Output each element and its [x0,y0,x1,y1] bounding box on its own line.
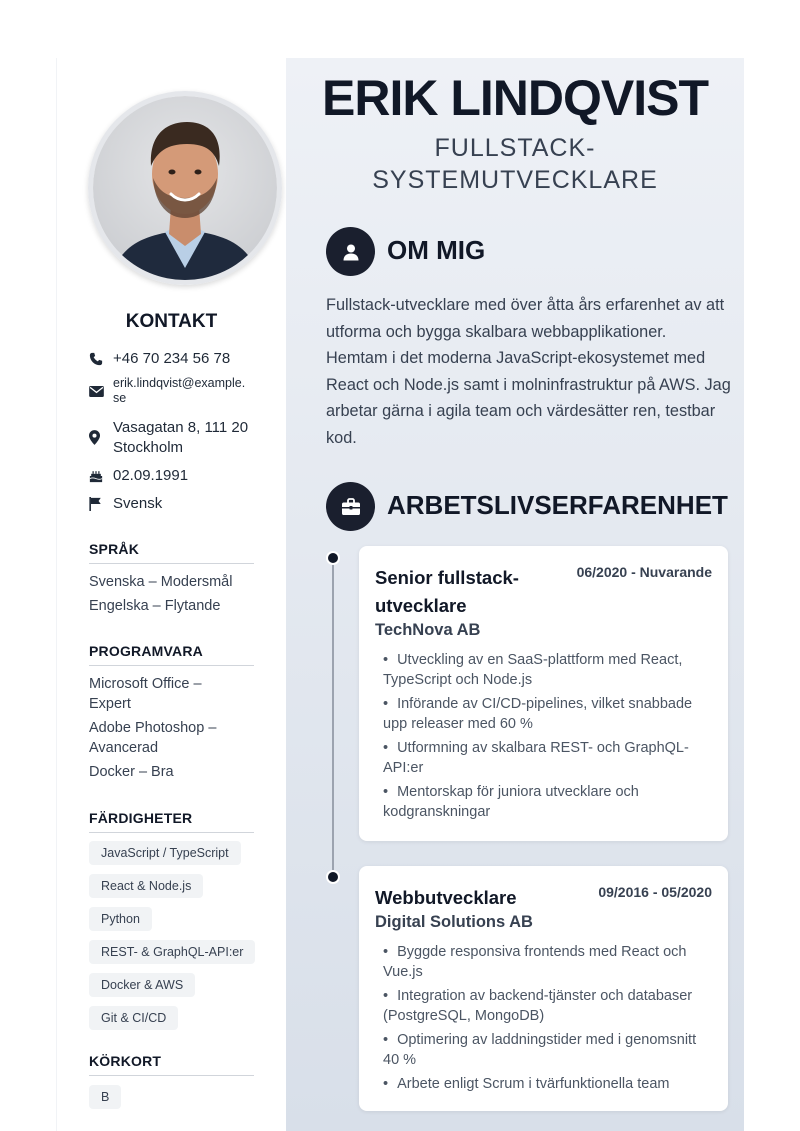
job-bullet: • Optimering av laddningstider med i genomsnitt 40 % [383,1032,697,1068]
job-bullet: • Byggde responsiva frontends med React och Vue.js [383,944,687,980]
job-role-line-2: SYSTEMUTVECKLARE [372,166,658,194]
software-item: Docker – Bra [89,764,174,780]
languages-heading: SPRÅK [89,541,254,564]
job-bullet: • Integration av backend-tjänster och databaser (PostgreSQL, MongoDB) [383,988,693,1024]
timeline-dot [326,551,340,565]
job-company: Digital Solutions AB [375,913,533,931]
birthdate-text: 02.09.1991 [113,467,189,484]
software-item: Expert [89,696,131,712]
contact-phone [89,349,259,371]
contact-birthdate [89,466,259,488]
software-list [89,674,259,786]
job-bullet: • Utformning av skalbara REST- och GraphQL-API:er [383,740,689,776]
job-card [359,546,728,841]
envelope-icon [89,376,113,402]
cake-icon [89,466,113,488]
job-dates: 09/2016 - 05/2020 [598,884,712,900]
license-heading: KÖRKORT [89,1053,254,1076]
software-item: Adobe Photoshop – [89,720,217,736]
language-item: Engelska – Flytande [89,598,221,614]
person-name: ERIK LINDQVIST [321,70,709,126]
email-text [113,376,245,406]
skill-tag: Git & CI/CD [89,1006,178,1030]
job-bullet: • Införande av CI/CD-pipelines, vilket snabbade upp releaser med 60 % [383,696,693,732]
map-pin-icon [89,418,113,450]
main-content [286,58,744,1131]
job-bullet: • Mentorskap för juniora utvecklare och kodgranskningar [383,784,639,820]
skill-tag: REST- & GraphQL-API:er [89,940,255,964]
email-line-2: se [113,391,127,405]
address-line-2: Stockholm [113,439,184,456]
contact-nationality [89,494,259,516]
license-tag: B [89,1085,121,1109]
phone-icon [89,349,113,371]
job-title: Webbutvecklare [375,887,517,908]
skill-tag: Python [89,907,152,931]
job-role [286,132,744,196]
job-bullet: • Utveckling av en SaaS-plattform med React, TypeScript och Node.js [383,652,683,688]
skill-tag: Docker & AWS [89,973,195,997]
timeline-dot [326,870,340,884]
contact-address [89,418,259,458]
sidebar [57,58,286,1131]
phone-text: +46 70 234 56 78 [113,350,231,367]
contact-heading: KONTAKT [125,311,218,332]
job-dates: 06/2020 - Nuvarande [576,564,712,580]
job-title-line-2: utvecklare [375,595,467,616]
flag-icon [89,494,113,516]
job-bullet: • Arbete enligt Scrum i tvärfunktionella team [383,1076,670,1092]
software-item: Avancerad [89,740,159,756]
briefcase-icon [326,482,375,531]
languages-list [89,572,259,620]
experience-heading: ARBETSLIVSERFARENHET [387,490,728,520]
skills-heading: FÄRDIGHETER [89,810,254,833]
about-heading: OM MIG [387,235,486,265]
license-tags [89,1085,259,1118]
address-line-1: Vasagatan 8, 111 20 [113,419,249,436]
job-company: TechNova AB [375,621,481,639]
about-text: Fullstack-utvecklare med över åtta års erfarenhet av att utforma och bygga skalbara webbapplikationer. Hemtam i det moderna JavaScript-ekosystemet med React och Node.js samt i molninfrastruktur på AWS. Jag arbetar gärna i agila team och värdesätter ren, testbar kod. [326,296,731,447]
software-heading: PROGRAMVARA [89,643,254,666]
job-title-line-1: Senior fullstack- [375,567,519,588]
job-bullets [375,650,712,822]
profile-photo [88,91,282,285]
job-bullets [375,942,712,1094]
contact-email [89,376,259,406]
skill-tag: React & Node.js [89,874,203,898]
language-item: Svenska – Modersmål [89,574,233,590]
nationality-text: Svensk [113,495,163,512]
resume-page [57,58,744,1131]
job-card [359,866,728,1111]
timeline-line [332,558,334,878]
user-icon [326,227,375,276]
address-text [113,418,248,458]
skill-tag: JavaScript / TypeScript [89,841,241,865]
job-role-line-1: FULLSTACK- [434,134,596,162]
email-line-1: erik.lindqvist@example. [113,376,246,390]
skills-tags [89,841,259,1039]
software-item: Microsoft Office – [89,676,202,692]
